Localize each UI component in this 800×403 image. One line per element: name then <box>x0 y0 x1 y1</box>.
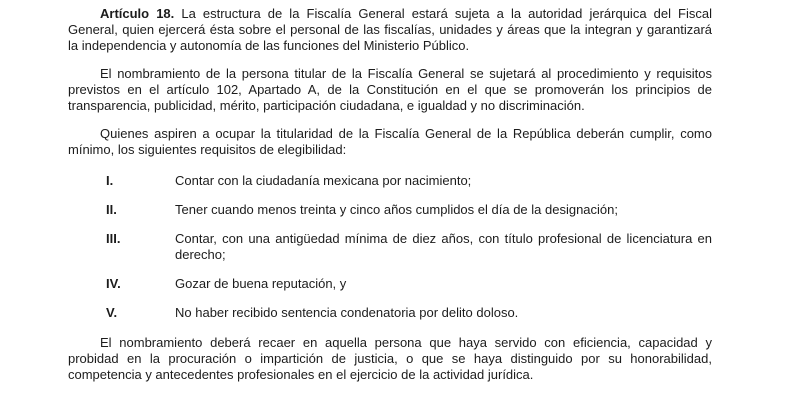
list-item <box>68 305 712 321</box>
paragraph-closing: El nombramiento deberá recaer en aquella persona que haya servido con eficiencia, capacidad y probidad en la procuración o impartición de justicia, o que se haya distinguido por su honorabilidad, competencia y antecedentes profesionales en el ejercicio de la actividad jurídica. <box>68 335 712 382</box>
paragraph-requirements-intro: Quienes aspiren a ocupar la titularidad de la Fiscalía General de la República deberán cumplir, como mínimo, los siguientes requisitos de elegibilidad: <box>68 126 712 157</box>
list-item-text: Tener cuando menos treinta y cinco años cumplidos el día de la designación; <box>175 202 618 217</box>
requirements-list <box>68 173 712 321</box>
list-item <box>68 173 712 189</box>
list-item-text: Contar con la ciudadanía mexicana por nacimiento; <box>175 173 472 188</box>
article-number-label: Artículo 18. <box>100 6 175 21</box>
list-item-numeral: II. <box>106 202 117 217</box>
list-item-text: Gozar de buena reputación, y <box>175 276 347 291</box>
list-item-text: No haber recibido sentencia condenatoria por delito doloso. <box>175 305 519 320</box>
list-item-numeral: IV. <box>106 276 121 291</box>
list-item-numeral: V. <box>106 305 118 320</box>
list-item <box>68 276 712 292</box>
paragraph-article-18 <box>68 6 712 54</box>
list-item-numeral: I. <box>106 173 114 188</box>
list-item <box>68 202 712 218</box>
list-item-numeral: III. <box>106 231 121 246</box>
list-item-text: Contar, con una antigüedad mínima de diez años, con título profesional de licenciatura en derecho; <box>175 231 712 262</box>
paragraph-appointment: El nombramiento de la persona titular de la Fiscalía General se sujetará al procedimiento y requisitos previstos en el artículo 102, Apartado A, de la Constitución en el que se promoverán los principios de transparencia, publicidad, mérito, participación ciudadana, e igualdad y no discriminación. <box>68 66 712 113</box>
article-body-text: La estructura de la Fiscalía General estará sujeta a la autoridad jerárquica del Fiscal General, quien ejercerá ésta sobre el personal de las fiscalías, unidades y áreas que la integran y garantizará la independencia y autonomía de las funciones del Ministerio Público. <box>68 6 713 53</box>
list-item <box>68 231 712 263</box>
